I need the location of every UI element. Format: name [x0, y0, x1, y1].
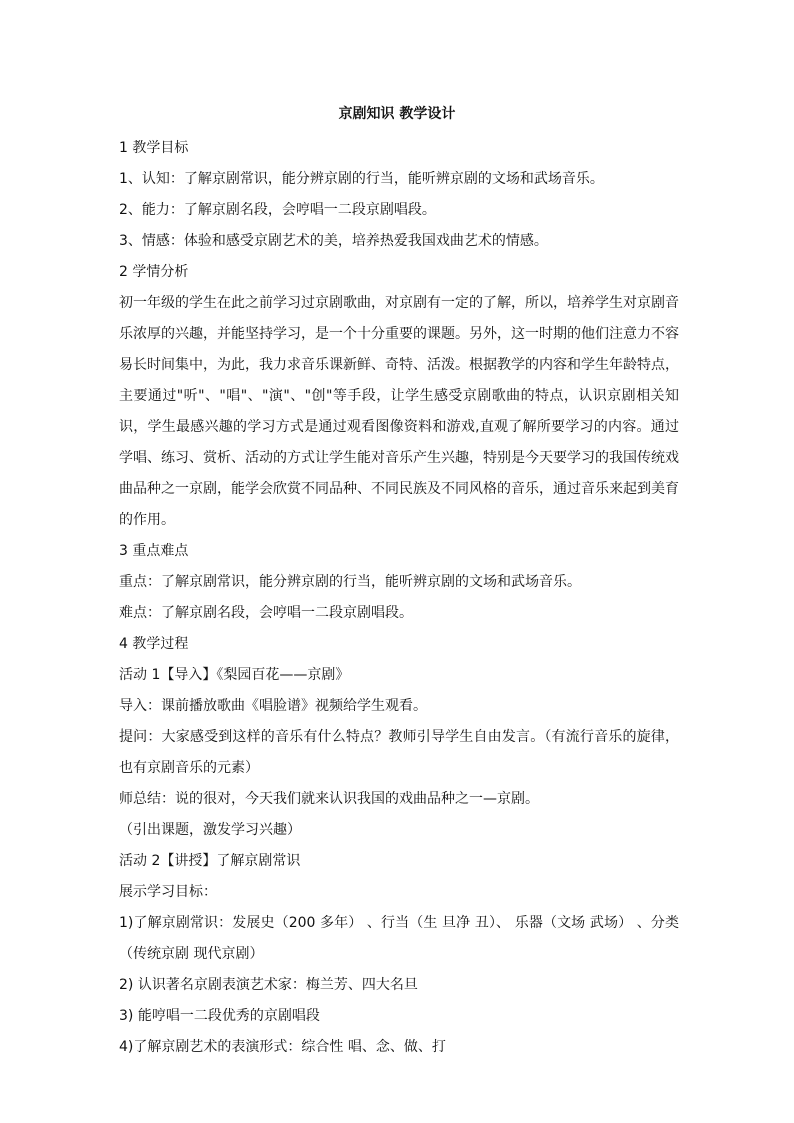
activity1-summary: 师总结：说的很对，今天我们就来认识我国的戏曲品种之一—京剧。	[119, 791, 539, 807]
process-heading: 4 教学过程	[119, 636, 189, 652]
activity2-title: 活动 2【讲授】了解京剧常识	[119, 853, 301, 869]
analysis-paragraph: 初一年级的学生在此之前学习过京剧歌曲，对京剧有一定的了解，所以，培养学生对京剧音乐浓厚的兴趣，并能坚持学习，是一个十分重要的课题。另外，这一时期的他们注意力不容易长时间集中，为此，我力求音乐课新鲜、奇特、活泼。根据教学的内容和学生年龄特点，主要通过"听"、"唱"、"演"、"创"等手段，让学生感受京剧歌曲的特点，认识京剧相关知识，学生最感兴趣的学习方式是通过观看图像资料和游戏,直观了解所要学习的内容。通过学唱、练习、赏析、活动的方式让学生能对音乐产生兴趣，特别是今天要学习的我国传统戏曲品种之一京剧，能学会欣赏不同品种、不同民族及不同风格的音乐，通过音乐来起到美育的作用。	[119, 295, 679, 528]
key-point: 重点：了解京剧常识，能分辨京剧的行当，能听辨京剧的文场和武场音乐。	[119, 574, 581, 590]
objective-item: 2、能力：了解京剧名段，会哼唱一二段京剧唱段。	[119, 202, 436, 218]
document-body	[119, 133, 679, 1063]
document-title: 京剧知识 教学设计	[338, 106, 456, 122]
objective-item: 1、认知：了解京剧常识，能分辨京剧的行当，能听辨京剧的文场和武场音乐。	[119, 171, 604, 187]
activity2-goal: 3) 能哼唱一二段优秀的京剧唱段	[119, 1008, 320, 1024]
objective-item: 3、情感：体验和感受京剧艺术的美，培养热爱我国戏曲艺术的情感。	[119, 233, 548, 249]
activity1-intro: 导入：课前播放歌曲《唱脸谱》视频给学生观看。	[119, 698, 427, 714]
difficult-point: 难点：了解京剧名段，会哼唱一二段京剧唱段。	[119, 605, 413, 621]
activity2-goal: 2) 认识著名京剧表演艺术家：梅兰芳、四大名旦	[119, 977, 418, 993]
difficulties-heading: 3 重点难点	[119, 543, 189, 559]
analysis-heading: 2 学情分析	[119, 264, 189, 280]
activity2-goal: 1)了解京剧常识：发展史（200 多年） 、行当（生 旦净 丑）、 乐器（文场 武场） 、分类（传统京剧 现代京剧）	[119, 915, 679, 962]
activity2-goals-label: 展示学习目标：	[119, 884, 217, 900]
activity2-goal: 4)了解京剧艺术的表演形式：综合性 唱、念、做、打	[119, 1039, 446, 1055]
objectives-heading: 1 教学目标	[119, 140, 189, 156]
activity1-title: 活动 1【导入】《梨园百花——京剧》	[119, 667, 350, 683]
activity1-note: （引出课题，激发学习兴趣）	[119, 822, 301, 838]
activity1-question: 提问：大家感受到这样的音乐有什么特点？教师引导学生自由发言。（有流行音乐的旋律，也有京剧音乐的元素）	[119, 729, 679, 776]
